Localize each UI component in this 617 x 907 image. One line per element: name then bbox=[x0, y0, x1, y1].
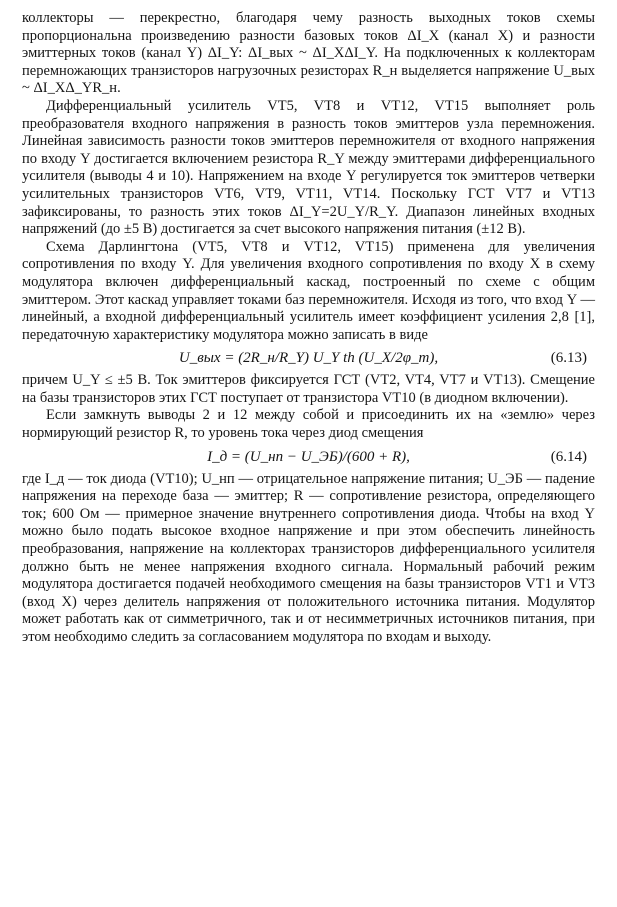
paragraph-4: причем U_Y ≤ ±5 В. Ток эмиттеров фиксируется ГСТ (VT2, VT4, VT7 и VT13). Смещение на базы транзисторов этих ГСТ поступает от транзистора VT10 (в диодном включении). bbox=[22, 372, 595, 406]
formula-expression: I_д = (U_нп − U_ЭБ)/(600 + R), bbox=[207, 448, 410, 465]
formula-6-13 bbox=[22, 347, 595, 369]
paragraph-6: где I_д — ток диода (VT10); U_нп — отрицательное напряжение питания; U_ЭБ — падение напряжения на переходе база — эмиттер; R — сопротивление резистора, определяющего ток; 600 Ом — примерное значение внутреннего сопротивления диода. Чтобы на вход Y можно было подать высокое входное напряжение и при этом обеспечить линейность преобразования, напряжение на коллекторах транзисторов дифференциального усилителя должно быть не менее напряжения входного сигнала. Нормальный рабочий режим модулятора достигается подачей необходимого смещения на базы транзисторов VT1 и VT3 (вход X) через делитель напряжения от положительного источника питания. Модулятор может работать как от симметричного, так и от несимметричных источников питания, при этом необходимо следить за согласованием модулятора по входам и выходу. bbox=[22, 470, 595, 645]
formula-number: (6.14) bbox=[550, 448, 587, 465]
paragraph-5: Если замкнуть выводы 2 и 12 между собой и присоединить их на «землю» через нормирующий резистор R, то уровень тока через диод смещения bbox=[22, 407, 595, 442]
paragraph-1: коллекторы — перекрестно, благодаря чему разность выходных токов схемы пропорциональна произведению разности базовых токов ΔI_X (канал X) и разности эмиттерных токов (канал Y) ΔI_Y: ΔI_вых ~ ΔI_XΔI_Y. На подключенных к коллекторам перемножающих транзисторов нагрузочных резисторах R_н выделяется напряжение U_вых ~ ΔI_XΔ_YR_н. bbox=[22, 10, 595, 97]
formula-number: (6.13) bbox=[550, 350, 587, 367]
paragraph-3: Схема Дарлингтона (VT5, VT8 и VT12, VT15) применена для увеличения сопротивления по входу Y. Для увеличения входного сопротивления по входу X в схему модулятора включен дифференциальный каскад, построенный по схеме с общим эмиттером. Этот каскад управляет токами баз перемножителя. Исходя из того, что вход Y — линейный, а входной дифференциальный усилитель имеет коэффициент усиления 2,8 [1], передаточную характеристику модулятора можно записать в виде bbox=[22, 238, 595, 343]
formula-6-14 bbox=[22, 446, 595, 468]
paragraph-2: Дифференциальный усилитель VT5, VT8 и VT12, VT15 выполняет роль преобразователя входного напряжения в разность токов эмиттеров узла перемножения. Линейная зависимость разности токов эмиттеров перемножителя от входного напряжения по входу Y достигается включением резистора R_Y между эмиттерами дифференциального усилителя (выводы 4 и 10). Напряжением на входе Y регулируется ток эмиттеров четверки усилительных транзисторов VT6, VT9, VT11, VT14. Поскольку ГСТ VT7 и VT13 зафиксированы, то разность этих токов ΔI_Y=2U_Y/R_Y. Диапазон линейных входных напряжений (до ±5 В) достигается за счет высокого напряжения питания (±12 В). bbox=[22, 97, 595, 238]
formula-expression: U_вых = (2R_н/R_Y) U_Y th (U_X/2φ_т), bbox=[178, 350, 439, 367]
